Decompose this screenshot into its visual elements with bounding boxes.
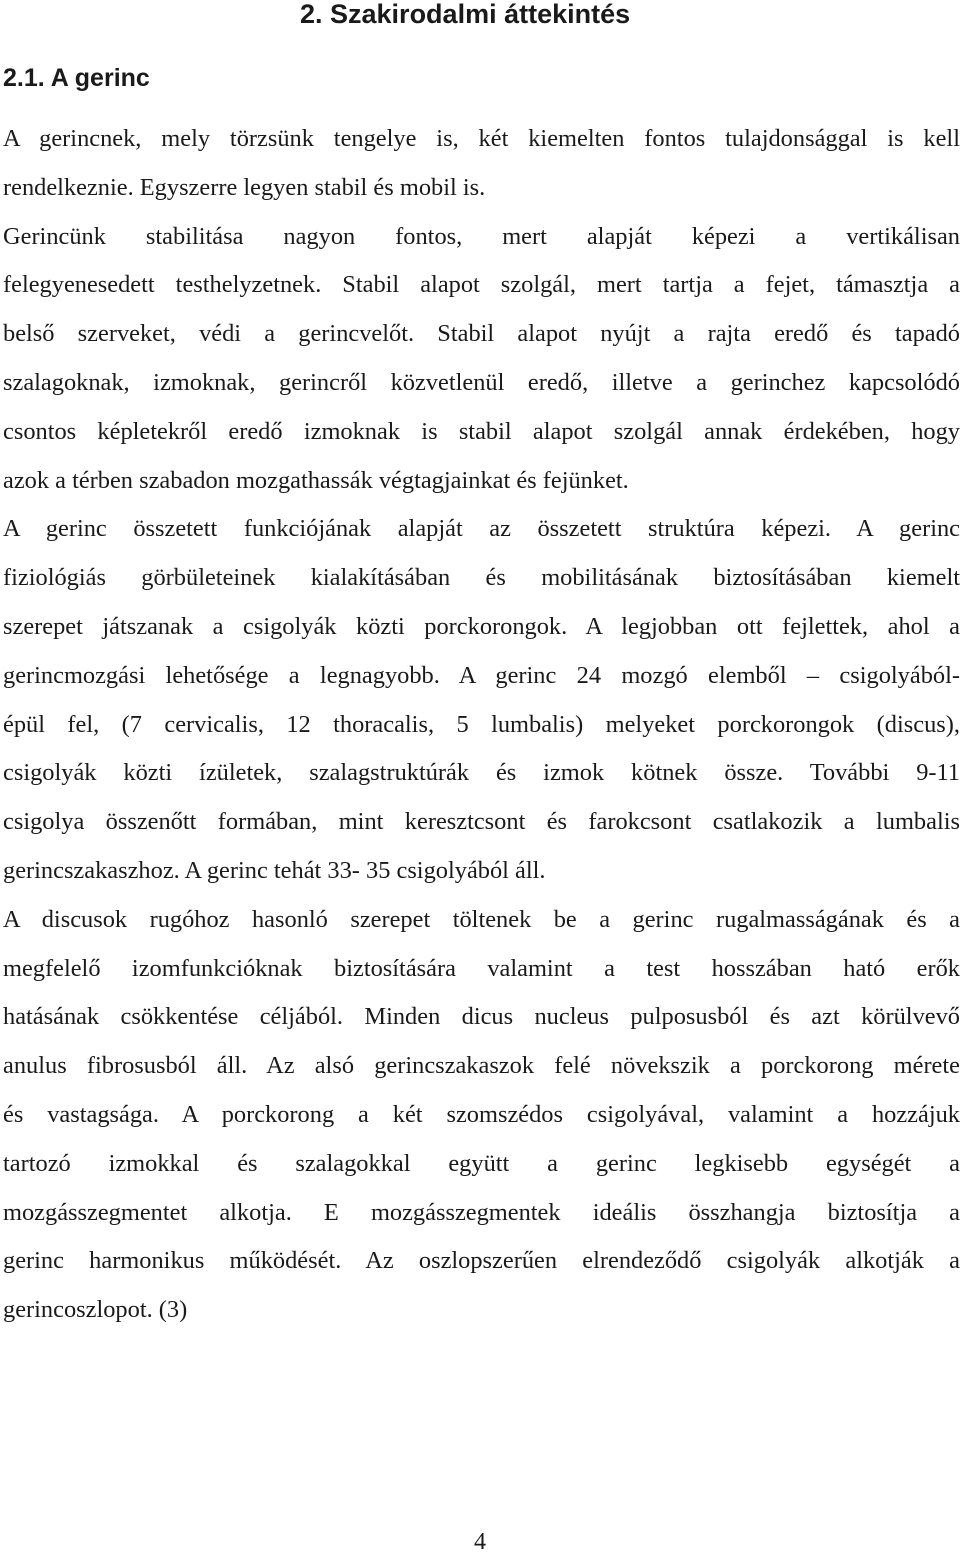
text-line: mozgásszegmentet alkotja. E mozgásszegmentek ideális összhangja biztosítja a	[3, 1198, 960, 1226]
chapter-title: 2. Szakirodalmi áttekintés	[300, 0, 631, 29]
text-line: épül fel, (7 cervicalis, 12 thoracalis, 5 lumbalis) melyeket porckorongok (discus),	[3, 710, 960, 738]
text-line: gerinc harmonikus működését. Az oszlopszerűen elrendeződő csigolyák alkotják a	[3, 1247, 960, 1275]
paragraph	[3, 213, 960, 506]
text-line: felegyenesedett testhelyzetnek. Stabil alapot szolgál, mert tartja a fejet, támasztja a	[3, 271, 960, 299]
text-line: Gerincünk stabilitása nagyon fontos, mert alapját képezi a vertikálisan	[3, 222, 960, 250]
text-line: A gerincnek, mely törzsünk tengelye is, két kiemelten fontos tulajdonsággal is kell	[3, 125, 960, 152]
paragraph	[3, 505, 960, 895]
text-line: belső szerveket, védi a gerincvelőt. Stabil alapot nyújt a rajta eredő és tapadó	[3, 320, 960, 348]
text-line: fiziológiás görbületeinek kialakításában és mobilitásának biztosításában kiemelt	[3, 564, 960, 592]
text-line: hatásának csökkentése céljából. Minden dicus nucleus pulposusból és azt körülvevő	[3, 1003, 960, 1031]
paragraph	[3, 115, 960, 213]
page-number: 4	[474, 1529, 486, 1555]
text-line: azok a térben szabadon mozgathassák végtagjainkat és fejünket.	[3, 466, 629, 494]
text-line: A gerinc összetett funkciójának alapját az összetett struktúra képezi. A gerinc	[3, 515, 960, 543]
text-line: csontos képletekről eredő izmoknak is stabil alapot szolgál annak érdekében, hogy	[3, 417, 960, 445]
text-line: gerincmozgási lehetősége a legnagyobb. A gerinc 24 mozgó elemből – csigolyából-	[3, 661, 960, 689]
paragraph	[3, 896, 960, 1335]
text-line: gerincoszlopot. (3)	[3, 1296, 188, 1324]
text-line: megfelelő izomfunkcióknak biztosítására valamint a test hosszában ható erők	[3, 954, 960, 982]
text-line: rendelkeznie. Egyszerre legyen stabil és mobil is.	[3, 173, 486, 201]
text-line: anulus fibrosusból áll. Az alsó gerincszakaszok felé növekszik a porckorong mérete	[3, 1052, 960, 1080]
text-line: gerincszakaszhoz. A gerinc tehát 33- 35 csigolyából áll.	[3, 856, 546, 884]
text-line: csigolyák közti ízületek, szalagstruktúrák és izmok kötnek össze. További 9-11	[3, 759, 960, 787]
body-text	[3, 115, 960, 1335]
section-title: 2.1. A gerinc	[3, 64, 150, 92]
text-line: szerepet játszanak a csigolyák közti porckorongok. A legjobban ott fejlettek, ahol a	[3, 612, 960, 640]
text-line: A discusok rugóhoz hasonló szerepet töltenek be a gerinc rugalmasságának és a	[3, 905, 960, 933]
text-line: tartozó izmokkal és szalagokkal együtt a gerinc legkisebb egységét a	[3, 1149, 960, 1177]
text-line: szalagoknak, izmoknak, gerincről közvetlenül eredő, illetve a gerinchez kapcsolódó	[3, 368, 960, 396]
text-line: és vastagsága. A porckorong a két szomszédos csigolyával, valamint a hozzájuk	[3, 1100, 960, 1128]
text-line: csigolya összenőtt formában, mint keresztcsont és farokcsont csatlakozik a lumbalis	[3, 808, 960, 836]
